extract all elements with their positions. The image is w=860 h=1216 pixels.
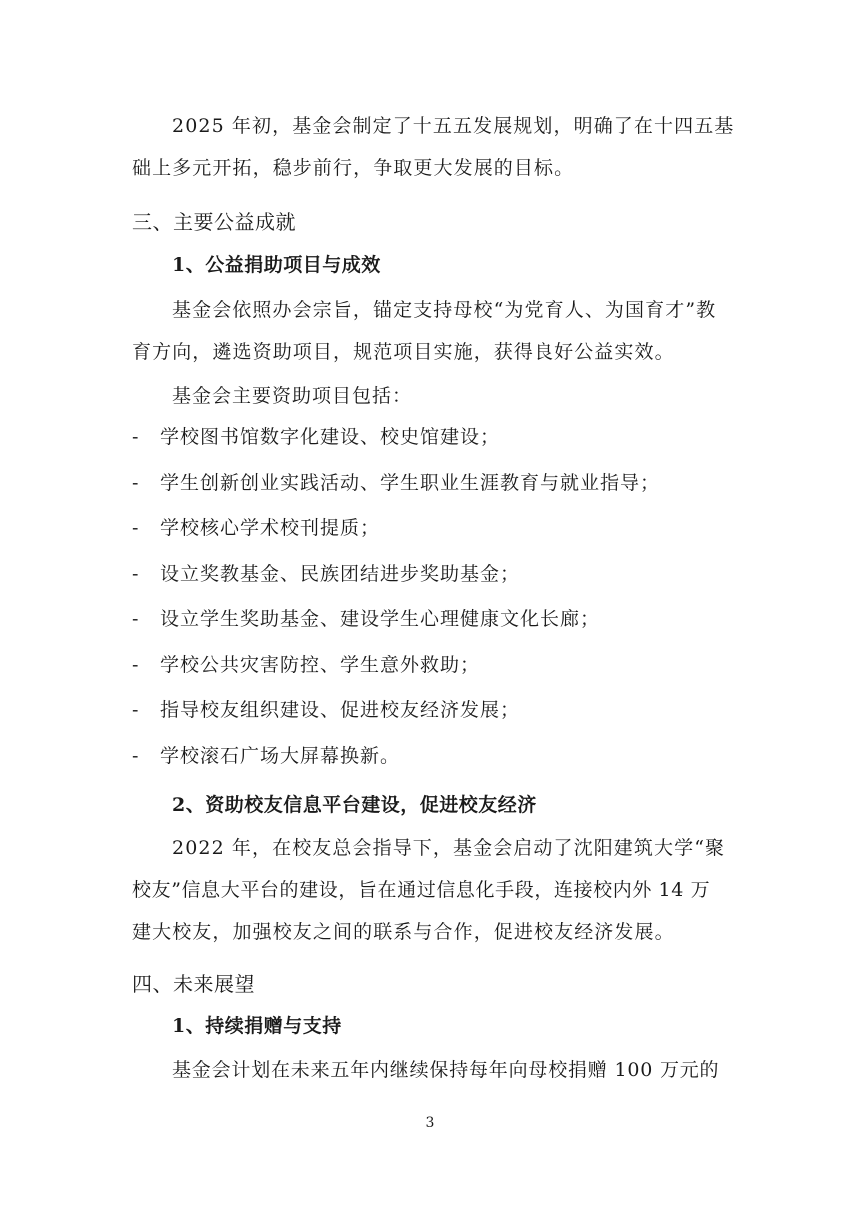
paragraph-line: 基金会主要资助项目包括： — [172, 385, 413, 407]
paragraph-line: 建大校友，加强校友之间的联系与合作，促进校友经济发展。 — [132, 921, 675, 943]
list-item — [132, 470, 660, 496]
bullet-marker: - — [132, 472, 139, 494]
paragraph-line: 2022 年，在校友总会指导下，基金会启动了沈阳建筑大学“聚 — [172, 837, 726, 859]
bullet-marker: - — [132, 654, 139, 676]
bullet-marker: - — [132, 745, 139, 767]
list-item — [132, 561, 520, 587]
paragraph-line: 育方向，遴选资助项目，规范项目实施，获得良好公益实效。 — [132, 341, 675, 363]
list-item-text: 学校图书馆数字化建设、校史馆建设； — [160, 426, 501, 448]
list-item — [132, 652, 480, 678]
list-item-text: 学校公共灾害防控、学生意外救助； — [160, 654, 481, 676]
section-heading: 四、未来展望 — [132, 972, 255, 996]
list-item — [132, 515, 380, 541]
paragraph-line: 基金会依照办会宗旨，锚定支持母校“为党育人、为国育才”教 — [172, 299, 717, 321]
list-item — [132, 697, 520, 723]
list-item-text: 指导校友组织建设、促进校友经济发展； — [160, 699, 521, 721]
bullet-marker: - — [132, 517, 139, 539]
subsection-heading: 1、持续捐赠与支持 — [172, 1015, 342, 1037]
list-item-text: 学校核心学术校刊提质； — [160, 517, 381, 539]
list-item — [132, 424, 500, 450]
list-item-text: 设立学生奖助基金、建设学生心理健康文化长廊； — [160, 608, 601, 630]
paragraph-line: 基金会计划在未来五年内继续保持每年向母校捐赠 100 万元的 — [172, 1059, 720, 1081]
paragraph-line: 2025 年初，基金会制定了十五五发展规划，明确了在十四五基 — [172, 115, 735, 137]
subsection-heading: 2、资助校友信息平台建设，促进校友经济 — [172, 794, 537, 816]
list-item-text: 学校滚石广场大屏幕换新。 — [160, 745, 401, 767]
bullet-marker: - — [132, 699, 139, 721]
bullet-marker: - — [132, 426, 139, 448]
list-item-text: 设立奖教基金、民族团结进步奖助基金； — [160, 563, 521, 585]
page-number: 3 — [425, 1115, 435, 1131]
list-item — [132, 606, 600, 632]
bullet-marker: - — [132, 608, 139, 630]
paragraph-line: 校友”信息大平台的建设，旨在通过信息化手段，连接校内外 14 万 — [132, 879, 711, 901]
subsection-heading: 1、公益捐助项目与成效 — [172, 254, 381, 276]
list-item — [132, 743, 400, 769]
list-item-text: 学生创新创业实践活动、学生职业生涯教育与就业指导； — [160, 472, 661, 494]
section-heading: 三、主要公益成就 — [132, 210, 296, 234]
bullet-marker: - — [132, 563, 139, 585]
paragraph-line: 础上多元开拓，稳步前行，争取更大发展的目标。 — [132, 157, 575, 179]
